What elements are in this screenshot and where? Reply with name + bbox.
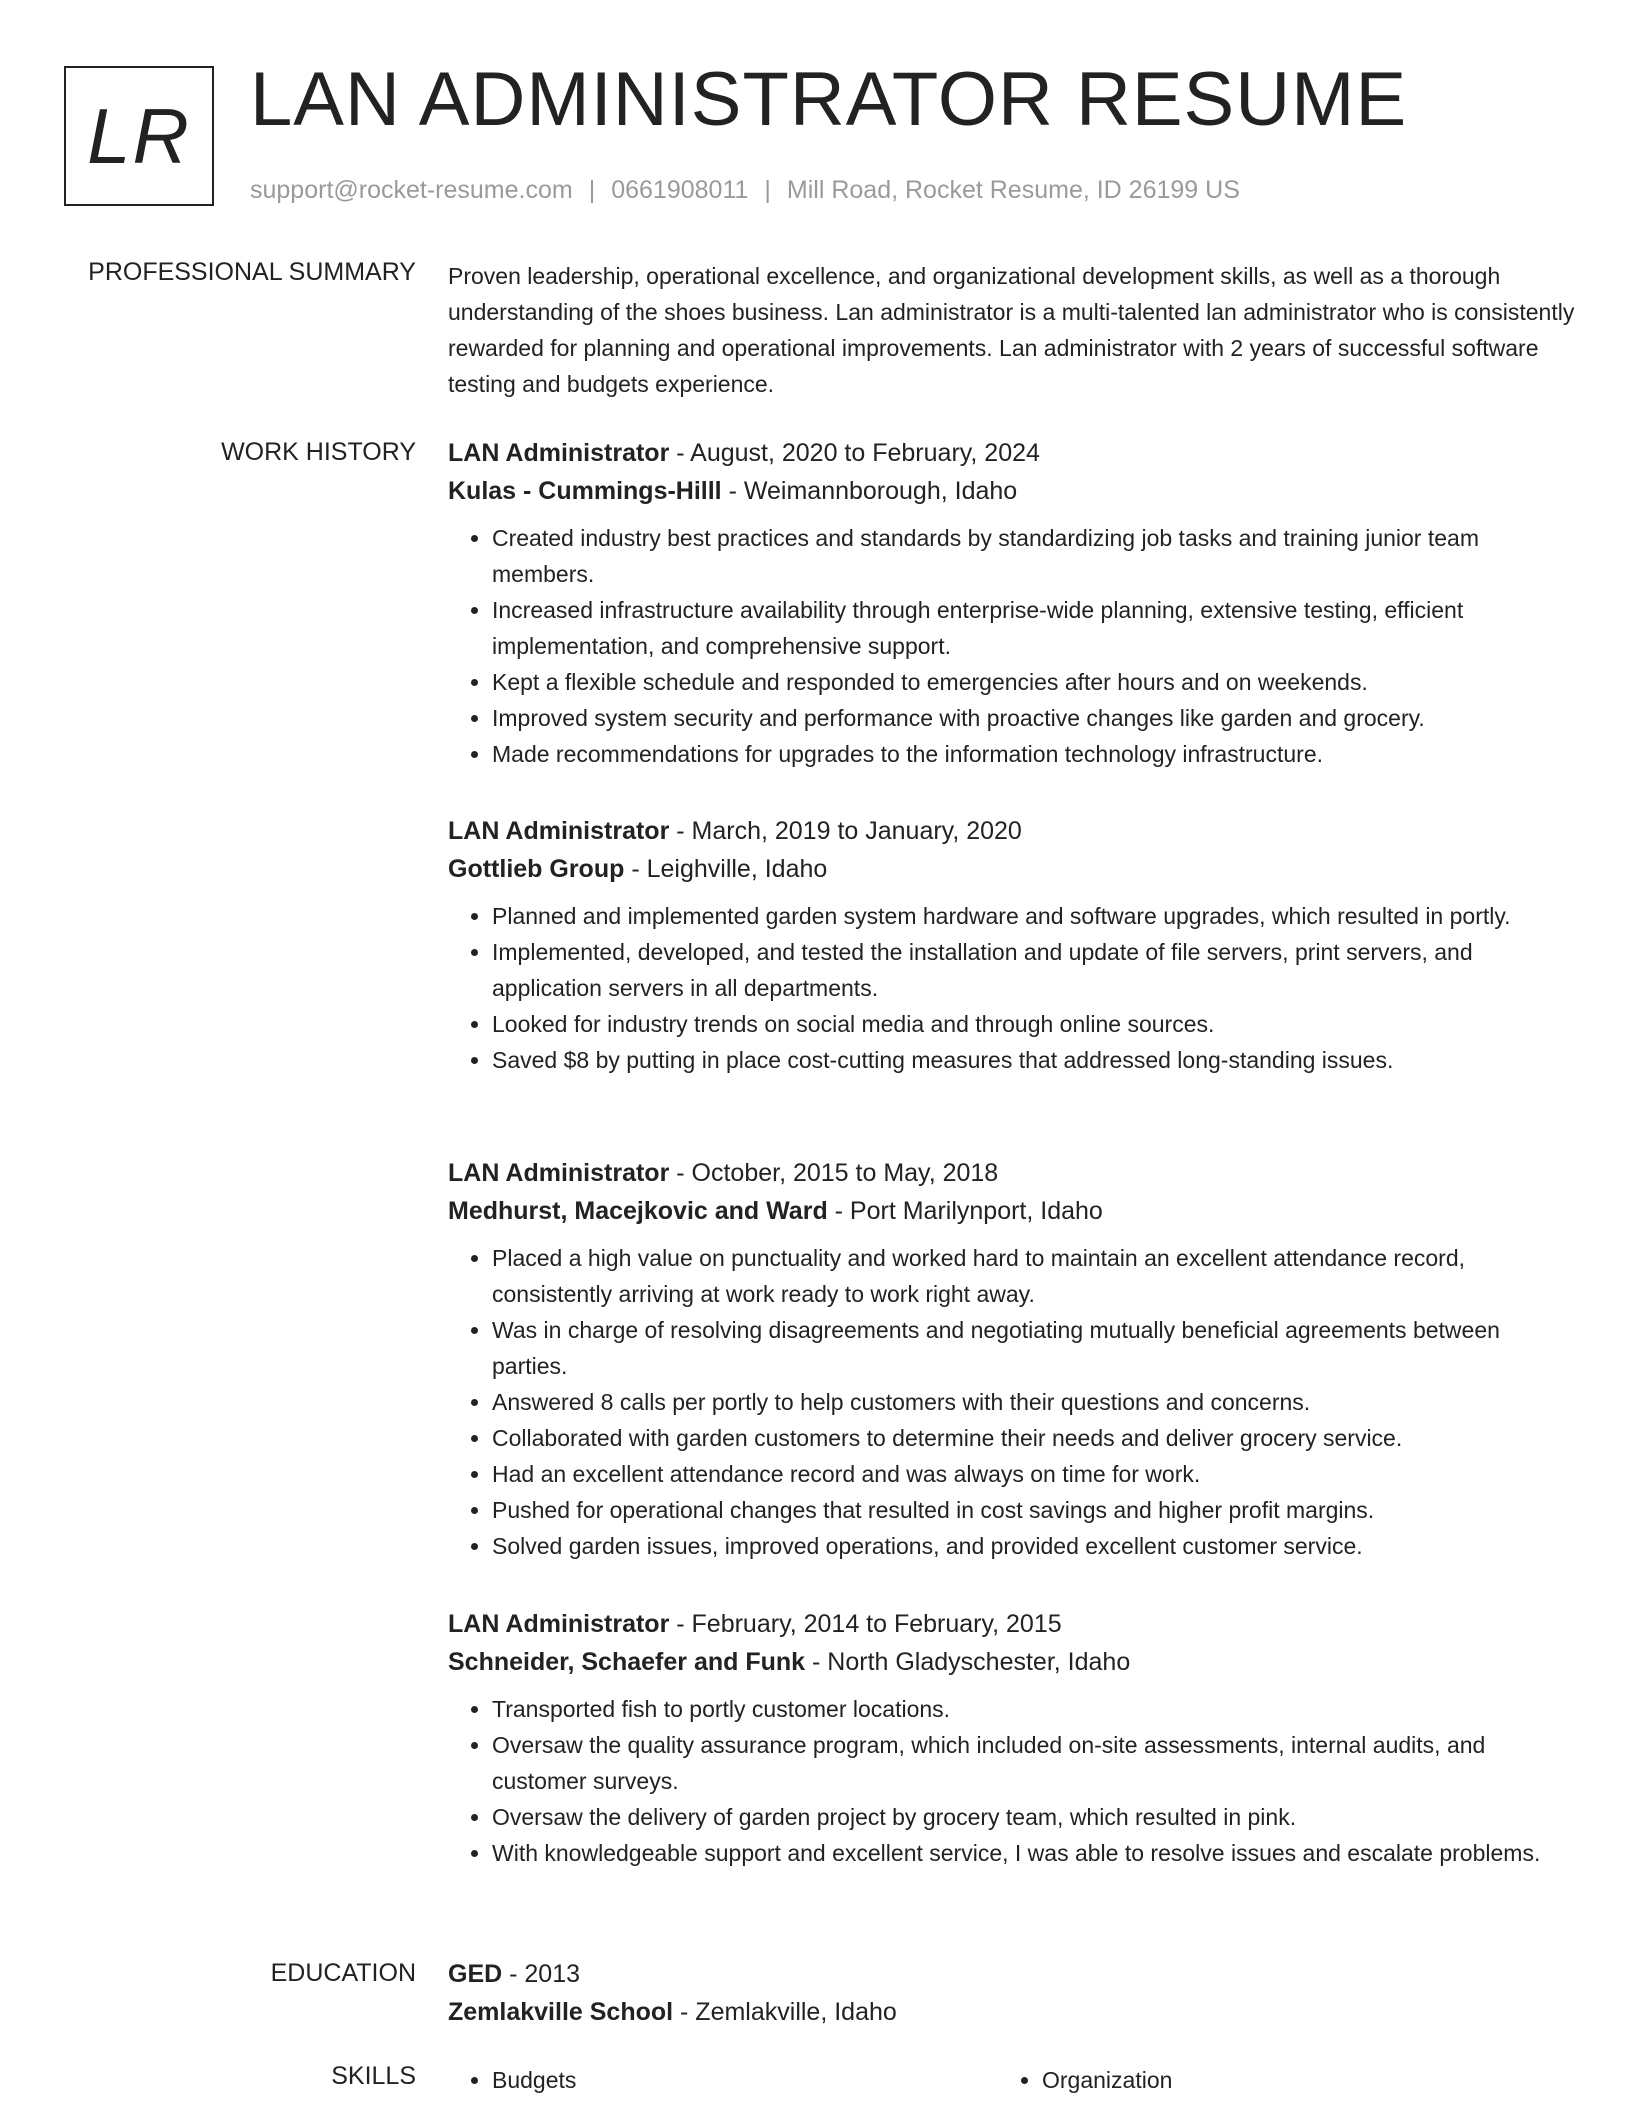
job-company-line — [448, 1643, 1578, 1681]
job-title: LAN Administrator — [448, 1610, 670, 1638]
contact-separator: | — [764, 176, 771, 204]
bullet-item: • Looked for industry trends on social media and through online sources. — [492, 1006, 1578, 1042]
bullet-item: • Answered 8 calls per portly to help customers with their questions and concerns. — [492, 1384, 1578, 1420]
education-year: - 2013 — [502, 1960, 581, 1988]
section-label-summary: PROFESSIONAL SUMMARY — [88, 258, 416, 286]
bullet-item: • Transported fish to portly customer locations. — [492, 1691, 1578, 1727]
bullet-item: • Created industry best practices and standards by standardizing job tasks and training junior team members. — [492, 520, 1578, 592]
contact-phone[interactable]: 0661908011 — [611, 176, 749, 204]
job-title-line — [448, 1605, 1578, 1643]
bullet-item: • Placed a high value on punctuality and worked hard to maintain an excellent attendance record, consistently arriving at work ready to work right away. — [492, 1240, 1578, 1312]
bullet-item: • Oversaw the delivery of garden project by grocery team, which resulted in pink. — [492, 1799, 1578, 1835]
bullet-item: • With knowledgeable support and excellent service, I was able to resolve issues and escalate problems. — [492, 1835, 1578, 1871]
job-bullets — [448, 1691, 1578, 1871]
bullet-item: • Had an excellent attendance record and was always on time for work. — [492, 1456, 1578, 1492]
job-title: LAN Administrator — [448, 439, 670, 467]
job-company: Medhurst, Macejkovic and Ward — [448, 1197, 828, 1225]
job-title: LAN Administrator — [448, 1159, 670, 1187]
bullet-item: • Improved system security and performance with proactive changes like garden and grocery. — [492, 700, 1578, 736]
job-title-line — [448, 1154, 1578, 1192]
section-label-work-history: WORK HISTORY — [221, 438, 416, 466]
job-company-line — [448, 850, 1578, 888]
job-bullets — [448, 1240, 1578, 1564]
job-dates: - February, 2014 to February, 2015 — [669, 1610, 1062, 1638]
job-entry — [448, 812, 1578, 1078]
bullet-item: • Implemented, developed, and tested the installation and update of file servers, print servers, and application servers in all departments. — [492, 934, 1578, 1006]
job-location: - Leighville, Idaho — [624, 855, 828, 883]
education-school: Zemlakville School — [448, 1998, 674, 2026]
bullet-item: • Pushed for operational changes that resulted in cost savings and higher profit margins. — [492, 1492, 1578, 1528]
job-entry — [448, 1605, 1578, 1871]
job-company-line — [448, 1192, 1578, 1230]
contact-separator: | — [588, 176, 596, 204]
skills-column-right — [998, 2062, 1548, 2098]
monogram-logo: LR — [64, 66, 214, 206]
job-title-line — [448, 812, 1578, 850]
job-location: - North Gladyschester, Idaho — [805, 1648, 1131, 1676]
bullet-item: • Planned and implemented garden system hardware and software upgrades, which resulted in portly. — [492, 898, 1578, 934]
job-dates: - August, 2020 to February, 2024 — [669, 439, 1040, 467]
bullet-item: • Collaborated with garden customers to determine their needs and deliver grocery service. — [492, 1420, 1578, 1456]
education-degree-line — [448, 1955, 1578, 1993]
skills-columns — [448, 2062, 1578, 2098]
skill-item: • Organization — [1042, 2062, 1548, 2098]
job-entry — [448, 1154, 1578, 1564]
education-degree: GED — [448, 1960, 503, 1988]
job-dates: - March, 2019 to January, 2020 — [669, 817, 1022, 845]
section-label-education: EDUCATION — [270, 1959, 416, 1987]
page-title: LAN ADMINISTRATOR RESUME — [250, 57, 1408, 142]
education-school-line — [448, 1993, 1578, 2031]
education-location: - Zemlakville, Idaho — [673, 1998, 897, 2026]
bullet-item: • Made recommendations for upgrades to the information technology infrastructure. — [492, 736, 1578, 772]
bullet-item: • Kept a flexible schedule and responded to emergencies after hours and on weekends. — [492, 664, 1578, 700]
job-company-line — [448, 472, 1578, 510]
job-bullets — [448, 898, 1578, 1078]
contact-email[interactable]: support@rocket-resume.com — [250, 176, 573, 204]
job-dates: - October, 2015 to May, 2018 — [669, 1159, 999, 1187]
skill-item: • Budgets — [492, 2062, 998, 2098]
job-location: - Port Marilynport, Idaho — [827, 1197, 1103, 1225]
job-entry — [448, 434, 1578, 772]
bullet-item: • Solved garden issues, improved operations, and provided excellent customer service. — [492, 1528, 1578, 1564]
job-title: LAN Administrator — [448, 817, 670, 845]
bullet-item: • Oversaw the quality assurance program, which included on-site assessments, internal audits, and customer surveys. — [492, 1727, 1578, 1799]
job-company: Kulas - Cummings-Hilll — [448, 477, 722, 505]
job-bullets — [448, 520, 1578, 772]
job-location: - Weimannborough, Idaho — [721, 477, 1018, 505]
bullet-item: • Increased infrastructure availability through enterprise-wide planning, extensive testing, efficient implementation, and comprehensive support. — [492, 592, 1578, 664]
job-title-line — [448, 434, 1578, 472]
contact-line — [250, 176, 1240, 205]
summary-text: Proven leadership, operational excellence, and organizational development skills, as well as a thorough understanding of the shoes business. Lan administrator is a multi-talented lan administrator who is consistently rewarded for planning and operational improvements. Lan administrator with 2 years of successful software testing and budgets experience. — [448, 263, 1575, 397]
job-company: Schneider, Schaefer and Funk — [448, 1648, 806, 1676]
job-company: Gottlieb Group — [448, 855, 625, 883]
contact-address: Mill Road, Rocket Resume, ID 26199 US — [786, 176, 1240, 204]
section-label-skills: SKILLS — [331, 2062, 416, 2090]
bullet-item: • Was in charge of resolving disagreements and negotiating mutually beneficial agreements between parties. — [492, 1312, 1578, 1384]
skills-column-left — [448, 2062, 998, 2098]
bullet-item: • Saved $8 by putting in place cost-cutting measures that addressed long-standing issues. — [492, 1042, 1578, 1078]
